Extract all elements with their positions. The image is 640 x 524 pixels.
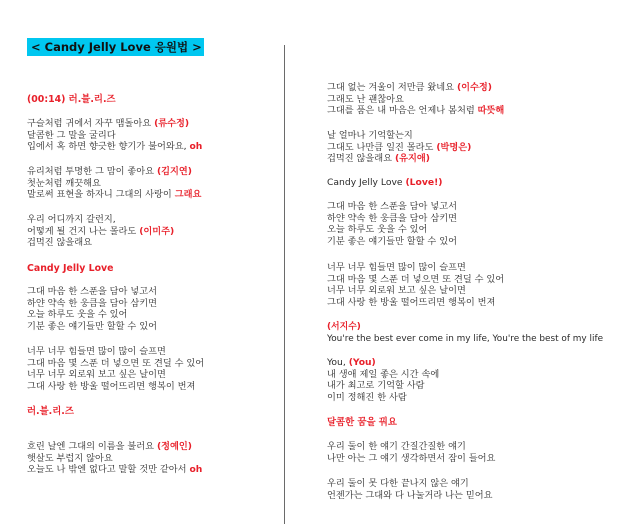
- lyric-line: 입에서 혹 하면 향긋한 향기가 불어와요,: [27, 141, 190, 153]
- lyric-stanza: [327, 478, 492, 501]
- lyric-line: 하얀 약속 한 웅큼을 담아 삼키면: [27, 297, 157, 309]
- lyric-line: 유리처럼 투명한 그 맘이 좋아요: [27, 166, 157, 177]
- lyric-line: 그대 사랑 한 방울 떨어뜨리면 행복이 번져: [27, 380, 196, 392]
- singer-tag: (이수정): [456, 82, 493, 93]
- lyric-stanza: [327, 322, 603, 345]
- section-header: 러.블.리.즈: [27, 406, 74, 417]
- lyric-line: 어떻게 될 건지 나는 몰라도: [27, 225, 140, 237]
- lyric-line: 기분 좋은 얘기들만 할할 수 있어: [27, 320, 157, 332]
- singer-tag: (정예인): [156, 441, 193, 452]
- lyric-line: 그대 없는 겨울이 저만큼 왔네요: [327, 82, 457, 93]
- lyric-line: 그대를 품은 내 마음은 언제나 봄처럼: [327, 105, 478, 117]
- lyric-line: 햇살도 부럽지 않아요: [27, 452, 113, 464]
- lyric-line: 기분 좋은 얘기들만 할할 수 있어: [327, 235, 457, 247]
- singer-tag: (김지연): [156, 166, 193, 177]
- lyric-stanza: [27, 166, 201, 201]
- lyric-line: 우리 어디까지 갈런지,: [27, 214, 116, 225]
- lyric-line: 우리 둘이 한 얘기 간질간질한 얘기: [327, 441, 466, 452]
- lyric-line: 너무 너무 힘들면 많이 많이 슬프면: [27, 346, 166, 357]
- singer-tag: (서지수): [327, 322, 361, 332]
- column-divider: [284, 45, 285, 524]
- lyric-line: 그대 마음 몇 스푼 더 넣으면 또 견딜 수 있어: [327, 273, 505, 285]
- lyric-stanza: [327, 130, 471, 165]
- lyric-line: 우리 둘이 못 다한 끝나지 않은 얘기: [327, 478, 469, 489]
- lyric-stanza: [327, 262, 504, 308]
- lyric-line: Candy Jelly Love: [327, 177, 406, 188]
- lyric-line: 말로써 표현을 하자니 그대의 사랑이: [27, 189, 175, 201]
- lyric-line: 오늘 하루도 웃을 수 있어: [327, 224, 428, 236]
- lyric-line: 그대 마음 몇 스푼 더 넣으면 또 견딜 수 있어: [27, 357, 205, 369]
- lyric-line: 너무 너무 힘들면 많이 많이 슬프면: [327, 262, 466, 273]
- lyric-line: 겁먹진 않을래요: [27, 237, 93, 249]
- lyric-line: 하얀 약속 한 웅큼을 담아 삼키면: [327, 212, 457, 224]
- chant-tag: (You): [348, 357, 376, 368]
- chant-tag: (Love!): [405, 177, 443, 188]
- lyric-line: 내 생애 제일 좋은 시간 속에: [327, 368, 440, 380]
- lyric-stanza: [327, 82, 504, 117]
- lyric-line: 내가 최고로 기억할 사람: [327, 380, 425, 392]
- lyric-stanza: [27, 346, 204, 392]
- lyric-stanza: [327, 441, 495, 464]
- lyric-stanza: [327, 201, 457, 247]
- section-header: (00:14) 러.블.리.즈: [27, 94, 116, 105]
- lyric-line: You,: [327, 357, 349, 368]
- lyric-line: 그래도 난 괜찮아요: [327, 93, 404, 105]
- chant-tag: 그래요: [174, 189, 202, 201]
- lyric-line: You're the best ever come in my life, You're the best of my life: [327, 333, 604, 344]
- chant-tag: oh: [189, 141, 203, 153]
- singer-tag: (류수정): [154, 118, 190, 129]
- singer-tag: (박명은): [436, 141, 472, 153]
- lyric-line: 구슬처럼 귀에서 자꾸 맴돌아요: [27, 118, 155, 129]
- lyric-line: 날 얼마나 기억할는지: [327, 130, 413, 141]
- chant-tag: 따뜻해: [477, 105, 505, 117]
- lyric-line: 그대 마음 한 스푼을 담아 넣고서: [27, 286, 157, 297]
- lyric-line: 너무 너무 외로워 보고 싶은 날이면: [27, 369, 166, 381]
- chant-tag: oh: [189, 464, 203, 476]
- lyric-line: 이미 정해진 한 사람: [327, 391, 407, 403]
- lyric-line: 그대 마음 한 스푼을 담아 넣고서: [327, 201, 457, 212]
- lyric-line: 그대도 나만큼 일진 몰라도: [327, 141, 437, 153]
- lyric-line: 첫눈처럼 깨끗해요: [27, 177, 101, 189]
- lyric-stanza: [27, 441, 202, 476]
- section-header: Candy Jelly Love: [27, 263, 114, 274]
- lyric-stanza: [327, 177, 442, 189]
- lyric-line: 겁먹진 않을래요: [327, 153, 395, 165]
- singer-tag: (이미주): [139, 225, 175, 237]
- lyric-stanza: [27, 286, 157, 332]
- lyric-line: 나만 아는 그 얘기 생각하면서 잠이 들어요: [327, 452, 496, 464]
- lyric-line: 너무 너무 외로워 보고 싶은 날이면: [327, 285, 466, 297]
- lyric-line: 언젠가는 그대와 다 나눌거라 나는 믿어요: [327, 489, 493, 501]
- lyric-line: 달콤한 그 말을 굴리다: [27, 129, 116, 141]
- lyric-line: 오늘도 나 밖엔 없다고 말할 것만 같아서: [27, 464, 190, 476]
- lyric-stanza: [27, 214, 174, 249]
- lyric-line: 오늘 하루도 웃을 수 있어: [27, 309, 128, 321]
- lyric-stanza: [327, 357, 439, 403]
- lyric-line: 흐린 날엔 그대의 이름을 불러요: [27, 441, 157, 452]
- singer-tag: (유지애): [394, 153, 430, 165]
- section-header: 달콤한 꿈을 꿔요: [327, 417, 397, 428]
- lyric-line: 그대 사랑 한 방울 떨어뜨리면 행복이 번져: [327, 296, 496, 308]
- page-title: < Candy Jelly Love 응원법 >: [27, 38, 204, 56]
- lyric-stanza: [27, 118, 202, 153]
